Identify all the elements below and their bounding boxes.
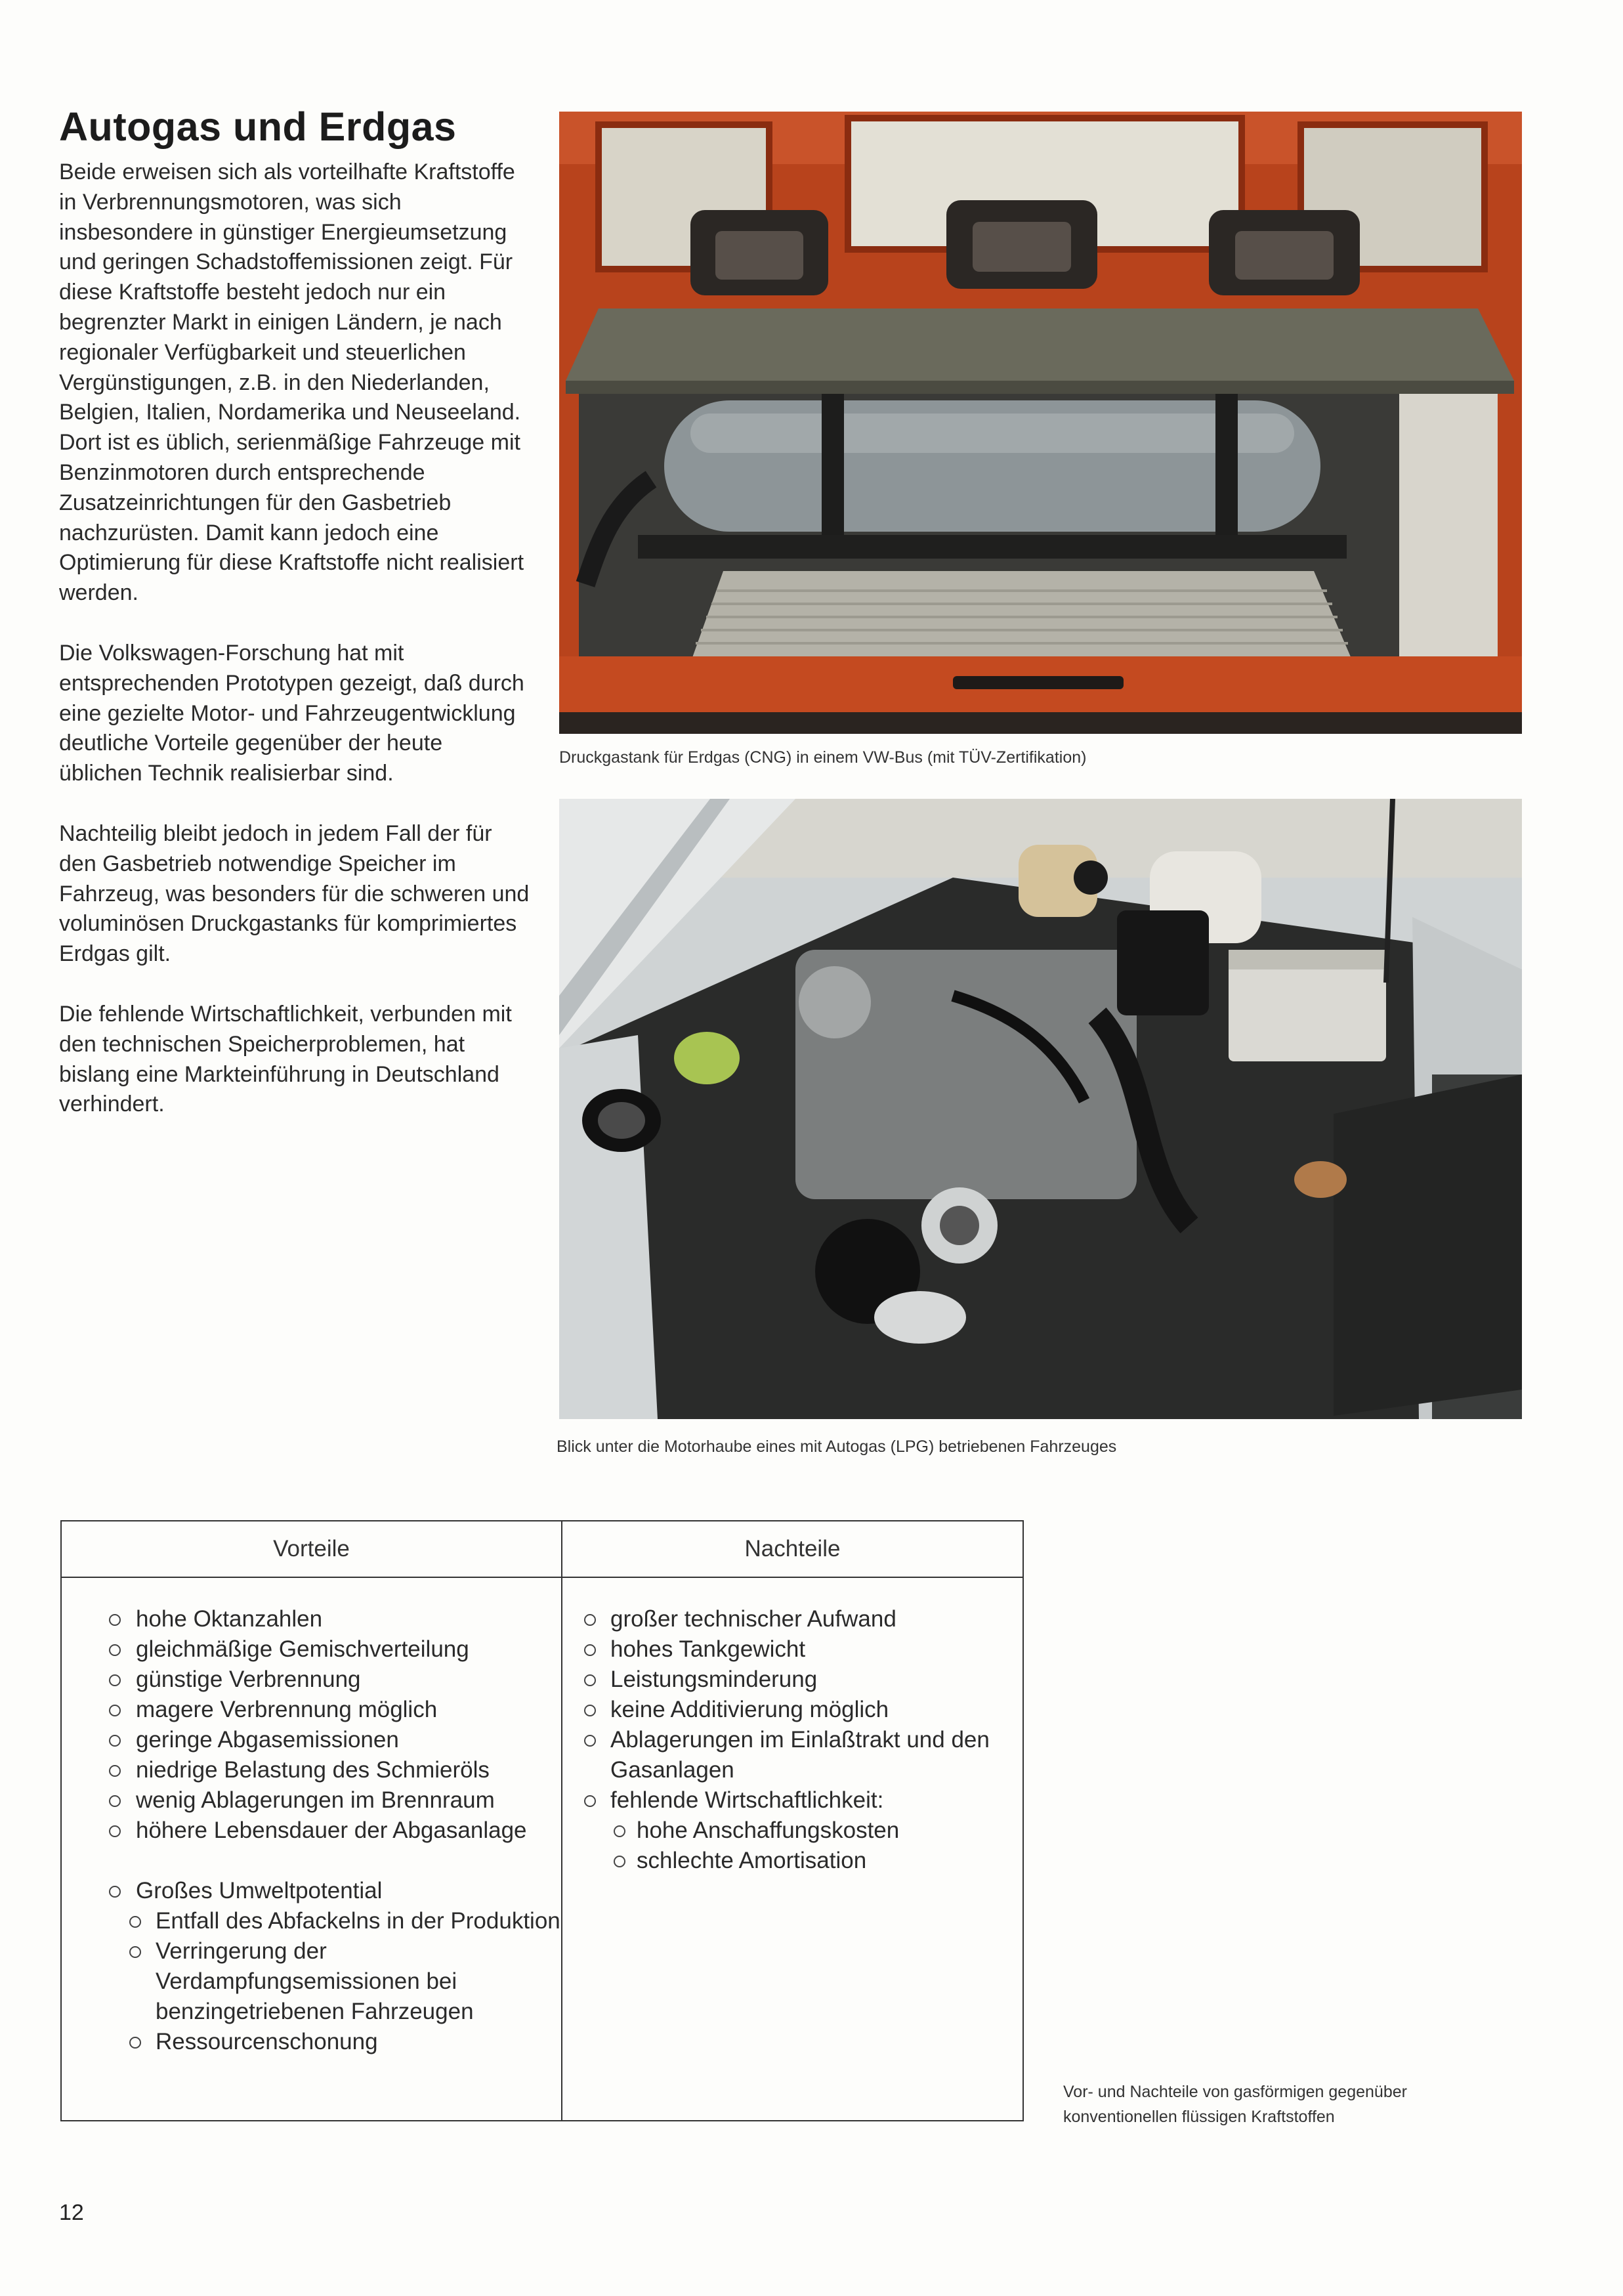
- list-item: hohe Oktanzahlen: [62, 1604, 561, 1634]
- list-item: großer technischer Aufwand: [562, 1604, 1022, 1634]
- sub-list-item: Verringerung der Verdampfungsemissionen bei benzingetriebenen Fahrzeugen: [62, 1936, 561, 2027]
- pros-cons-table: [60, 1520, 1024, 2121]
- paragraph: Die fehlende Wirtschaftlichkeit, verbunden mit den technischen Speicherproblemen, hat bislang eine Markteinführung in Deutschland verhindert.: [59, 1001, 512, 1117]
- page-heading: Autogas und Erdgas: [59, 104, 457, 149]
- disadvantages-header: Nachteile: [562, 1521, 1022, 1578]
- list-item: keine Additivierung möglich: [562, 1695, 1022, 1725]
- advantages-list: [62, 1604, 561, 1846]
- list-item: niedrige Belastung des Schmieröls: [62, 1755, 561, 1785]
- intro-text: [59, 158, 532, 1150]
- list-item: günstige Verbrennung: [62, 1665, 561, 1695]
- paragraph: Nachteilig bleibt jedoch in jedem Fall der für den Gasbetrieb notwendige Speicher im Fahrzeug, was besonders für die schweren und voluminösen Druckgastanks für komprimiertes Erdgas gilt.: [59, 820, 530, 967]
- list-item: wenig Ablagerungen im Brennraum: [62, 1785, 561, 1816]
- disadvantages-list: [562, 1604, 1022, 1876]
- list-item: hohes Tankgewicht: [562, 1634, 1022, 1665]
- list-item: fehlende Wirtschaftlichkeit:: [562, 1785, 1022, 1816]
- sub-list-item: schlechte Amortisation: [562, 1846, 1022, 1876]
- list-item: höhere Lebensdauer der Abgasanlage: [62, 1816, 561, 1846]
- paragraph: Beide erweisen sich als vorteilhafte Kraftstoffe in Verbrennungsmotoren, was sich insbesondere in günstiger Energieumsetzung und geringen Schadstoffemissionen zeigt. Für diese Kraftstoffe besteht jedoch nur ein begrenzter Markt in einigen Ländern, je nach regionaler Verfügbarkeit und steuerlichen Vergünstigungen, z.B. in den Niederlanden, Belgien, Italien, Nordamerika und Neuseeland. Dort ist es üblich, serienmäßige Fahrzeuge mit Benzinmotoren durch entsprechende Zusatzeinrichtungen für den Gasbetrieb nachzurüsten. Damit kann jedoch eine Optimierung für diese Kraftstoffe nicht realisiert werden.: [59, 159, 524, 606]
- environment-list: [62, 1876, 561, 2057]
- page-number: 12: [59, 2200, 84, 2225]
- sub-list-item: Ressourcenschonung: [62, 2027, 561, 2057]
- list-item: gleichmäßige Gemischverteilung: [62, 1634, 561, 1665]
- lpg-photo-caption: Blick unter die Motorhaube eines mit Autogas (LPG) betriebenen Fahrzeuges: [557, 1437, 1117, 1456]
- list-item: Leistungsminderung: [562, 1665, 1022, 1695]
- paragraph: Die Volkswagen-Forschung hat mit entsprechenden Prototypen gezeigt, daß durch eine gezielte Motor- und Fahrzeugentwicklung deutliche Vorteile gegenüber der heute üblichen Technik realisierbar sind.: [59, 640, 524, 786]
- list-item: Ablagerungen im Einlaßtrakt und den Gasanlagen: [562, 1725, 1022, 1785]
- advantages-header: Vorteile: [62, 1521, 562, 1578]
- table-caption: Vor- und Nachteile von gasförmigen gegenüber konventionellen flüssigen Kraftstoffen: [1063, 2083, 1407, 2126]
- list-item: Großes Umweltpotential: [62, 1876, 561, 1906]
- lpg-engine-photo: [559, 799, 1522, 1419]
- sub-list-item: hohe Anschaffungskosten: [562, 1816, 1022, 1846]
- list-item: geringe Abgasemissionen: [62, 1725, 561, 1755]
- advantages-column: [62, 1578, 562, 2120]
- cng-photo-caption: Druckgastank für Erdgas (CNG) in einem VW-Bus (mit TÜV-Zertifikation): [559, 748, 1087, 767]
- cng-tank-photo: [559, 112, 1522, 734]
- sub-list-item: Entfall des Abfackelns in der Produktion: [62, 1906, 561, 1936]
- disadvantages-column: [562, 1578, 1022, 2120]
- list-item: magere Verbrennung möglich: [62, 1695, 561, 1725]
